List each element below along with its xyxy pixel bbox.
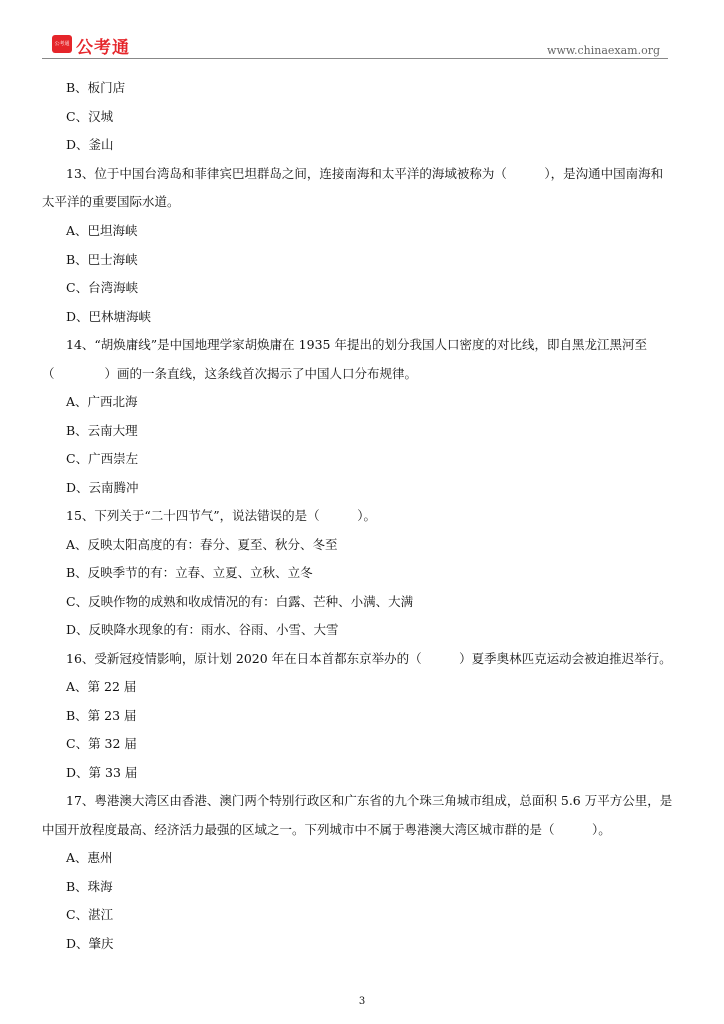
option-17-d: D、肇庆: [66, 936, 114, 951]
question-16: 16、受新冠疫情影响，原计划 2020 年在日本首都东京举办的（ ）夏季奥林匹克运动会被迫推迟举行。: [66, 651, 672, 666]
page-number: 3: [358, 996, 366, 1007]
logo-text: 公考通: [76, 38, 130, 58]
option-17-c: C、湛江: [66, 907, 114, 922]
option-15-c: C、反映作物的成熟和收成情况的有：白露、芒种、小满、大满: [66, 594, 414, 609]
option-17-b: B、珠海: [66, 879, 113, 894]
option-14-c: C、广西崇左: [66, 451, 139, 466]
option-13-b: B、巴士海峡: [66, 252, 138, 267]
option-15-a: A、反映太阳高度的有：春分、夏至、秋分、冬至: [66, 537, 338, 552]
option-13-a: A、巴坦海峡: [66, 223, 138, 238]
question-15: 15、下列关于“二十四节气”，说法错误的是（ ）。: [66, 508, 376, 523]
option-15-b: B、反映季节的有：立春、立夏、立秋、立冬: [66, 565, 313, 580]
question-17-line-2: 中国开放程度最高、经济活力最强的区域之一。下列城市中不属于粤港澳大湾区城市群的是（ ）。: [42, 822, 611, 837]
question-13-line-2: 太平洋的重要国际水道。: [42, 194, 180, 209]
header-divider: [42, 58, 668, 59]
option-13-c: C、台湾海峡: [66, 280, 139, 295]
site-url: www.chinaexam.org: [547, 44, 660, 57]
option-12-d: D、釜山: [66, 137, 114, 152]
option-12-c: C、汉城: [66, 109, 114, 124]
option-16-c: C、第 32 届: [66, 736, 137, 751]
option-14-d: D、云南腾冲: [66, 480, 139, 495]
option-14-a: A、广西北海: [66, 394, 138, 409]
page-header: [0, 0, 724, 62]
option-16-a: A、第 22 届: [66, 679, 137, 694]
question-14-line-1: 14、“胡焕庸线”是中国地理学家胡焕庸在 1935 年提出的划分我国人口密度的对比线，即自黑龙江黑河至: [66, 337, 647, 352]
option-17-a: A、惠州: [66, 850, 113, 865]
option-12-b: B、板门店: [66, 80, 126, 95]
option-15-d: D、反映降水现象的有：雨水、谷雨、小雪、大雪: [66, 622, 339, 637]
question-13-line-1: 13、位于中国台湾岛和菲律宾巴坦群岛之间，连接南海和太平洋的海域被称为（ ），是沟通中国南海和: [66, 166, 664, 181]
question-14-line-2: （ ）画的一条直线，这条线首次揭示了中国人口分布规律。: [42, 366, 418, 381]
option-14-b: B、云南大理: [66, 423, 138, 438]
option-13-d: D、巴林塘海峡: [66, 309, 152, 324]
question-17-line-1: 17、粤港澳大湾区由香港、澳门两个特别行政区和广东省的九个珠三角城市组成，总面积 5.6 万平方公里，是: [66, 793, 673, 808]
option-16-d: D、第 33 届: [66, 765, 138, 780]
logo-icon: 公考通: [52, 35, 72, 53]
option-16-b: B、第 23 届: [66, 708, 137, 723]
